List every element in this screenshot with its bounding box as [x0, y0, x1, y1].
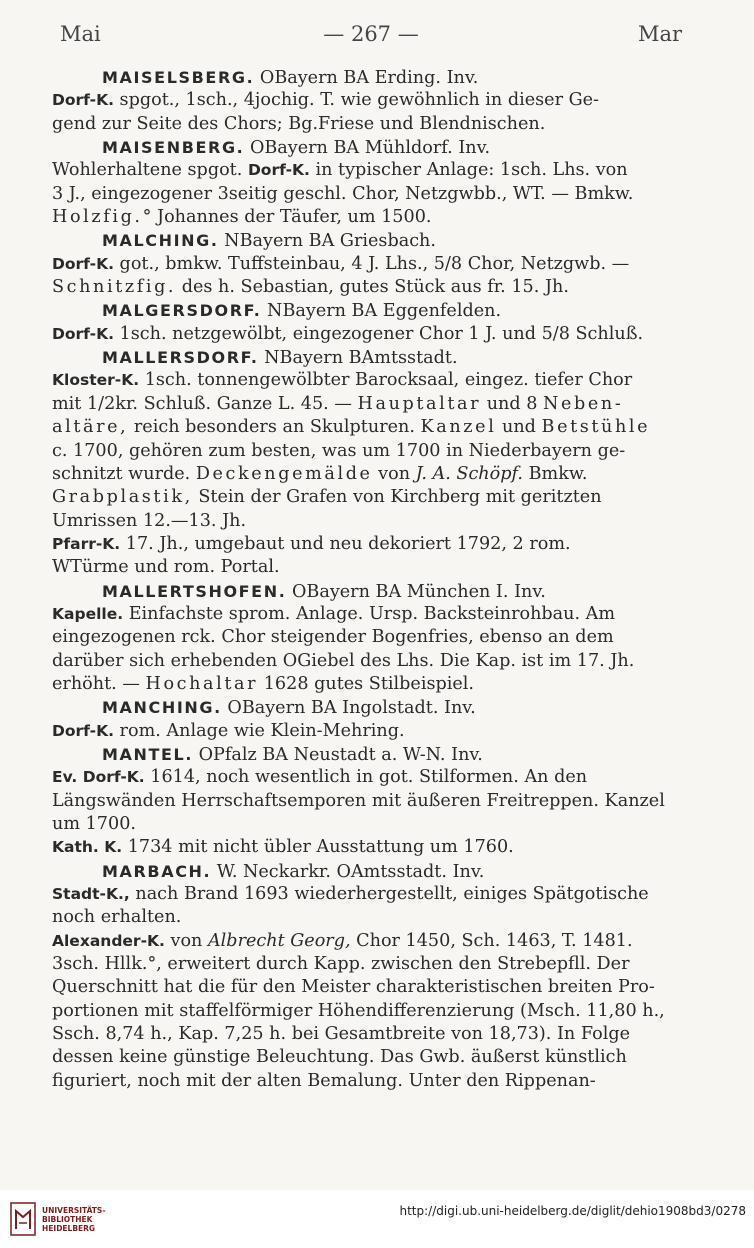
- text-span: OBayern BA Ingolstadt. Inv.: [221, 698, 476, 719]
- text-line: [52, 486, 681, 509]
- text-line: [52, 883, 681, 906]
- text-line: [52, 183, 681, 206]
- library-name: [42, 1206, 105, 1233]
- text-line: [52, 323, 681, 346]
- text-span: Hochaltar: [145, 673, 259, 694]
- text-line: [52, 440, 681, 463]
- text-line: [52, 253, 681, 276]
- place-name: MARBACH.: [102, 861, 212, 881]
- text-span: reich besonders an Skulpturen.: [128, 417, 421, 438]
- header-left: Mai: [60, 22, 101, 46]
- text-line: [52, 393, 681, 416]
- page-number: — 267 —: [323, 22, 419, 46]
- text-span: NBayern BAmtsstadt.: [258, 348, 458, 369]
- building-label: Dorf-K.: [52, 324, 114, 343]
- text-span: W. Neckarkr. OAmtsstadt. Inv.: [211, 861, 485, 882]
- text-span: Holzfig.: [52, 207, 143, 228]
- building-label: Kapelle.: [52, 604, 124, 623]
- text-span: portionen mit staffelförmiger Höhendifferenzierung (Msch. 11,80 h.,: [52, 1000, 665, 1021]
- building-label: Kloster-K.: [52, 371, 140, 390]
- text-span: OPfalz BA Neustadt a. W-N. Inv.: [193, 744, 483, 765]
- text-span: Kanzel: [420, 417, 497, 438]
- text-span: noch erhalten.: [52, 907, 182, 928]
- text-line: [52, 533, 681, 556]
- running-header: [60, 22, 682, 52]
- text-line: [52, 650, 681, 673]
- text-span: Grabplastik,: [52, 487, 193, 508]
- text-span: Ssch. 8,74 h., Kap. 7,25 h. bei Gesamtbreite von 18,73). In Folge: [52, 1024, 630, 1045]
- text-span: got., bmkw. Tuffsteinbau, 4 J. Lhs., 5/8 Chor, Netzgwb. —: [113, 253, 630, 274]
- text-span: Deckengemälde: [195, 463, 373, 484]
- text-span: des h. Sebastian, gutes Stück aus fr. 15. Jh.: [176, 277, 569, 298]
- text-span: Betstühle: [541, 417, 651, 438]
- text-span: Neben-: [543, 393, 624, 414]
- text-span: von: [372, 463, 416, 484]
- entry-heading-line: [52, 696, 681, 719]
- text-line: [52, 930, 681, 953]
- library-name-line: BIBLIOTHEK: [42, 1214, 93, 1224]
- text-line: [52, 1023, 681, 1046]
- text-span: figuriert, noch mit der alten Bemalung. Unter den Rippenan-: [52, 1070, 596, 1091]
- text-span: 1sch. tonnengewölbter Barocksaal, eingez. tiefer Chor: [139, 370, 633, 391]
- header-right: Mar: [637, 22, 682, 46]
- building-label: Dorf-K.: [52, 721, 114, 740]
- text-line: [52, 813, 681, 836]
- text-line: [52, 463, 681, 486]
- text-span: spgot., 1sch., 4jochig. T. wie gewöhnlich in dieser Ge-: [113, 90, 599, 111]
- text-span: J. A. Schöpf.: [415, 463, 523, 484]
- building-label: Kath. K.: [52, 838, 123, 857]
- text-span: Chor 1450, Sch. 1463, T. 1481.: [350, 930, 633, 951]
- building-label: Dorf-K.: [52, 254, 114, 273]
- text-span: eingezogenen rck. Chor steigender Bogenfries, ebenso an dem: [52, 627, 614, 648]
- text-span: rom. Anlage wie Klein-Mehring.: [113, 720, 405, 741]
- text-line: [52, 1000, 681, 1023]
- text-line: [52, 159, 681, 182]
- entry-heading-line: [52, 66, 681, 89]
- text-span: gend zur Seite des Chors; Bg.Friese und Blendnischen.: [52, 113, 546, 134]
- body-text: [52, 66, 681, 1093]
- text-line: [52, 720, 681, 743]
- text-span: 1628 gutes Stilbeispiel.: [258, 673, 475, 694]
- text-line: [52, 89, 681, 112]
- text-line: [52, 953, 681, 976]
- text-span: schnitzt wurde.: [52, 463, 196, 484]
- place-name: MAISENBERG.: [102, 138, 245, 158]
- text-line: [52, 906, 681, 929]
- text-span: 1734 mit nicht übler Ausstattung um 1760.: [122, 837, 514, 858]
- text-span: mit 1/2kr. Schluß. Ganze L. 45. —: [52, 393, 358, 414]
- building-label: Dorf-K.: [247, 161, 310, 180]
- text-span: und 8: [481, 393, 544, 414]
- text-line: [52, 836, 681, 859]
- text-line: [52, 626, 681, 649]
- building-label: Pfarr-K.: [52, 534, 121, 553]
- text-span: Querschnitt hat die für den Meister charakteristischen breiten Pro-: [52, 977, 655, 998]
- building-label: Alexander-K.: [52, 931, 165, 950]
- text-span: 3sch. Hllk.°, erweitert durch Kapp. zwischen den Strebepfll. Der: [52, 954, 630, 975]
- place-name: MALGERSDORF.: [102, 301, 262, 321]
- text-line: [52, 673, 681, 696]
- text-line: [52, 276, 681, 299]
- entry-heading-line: [52, 743, 681, 766]
- place-name: MALLERSDORF.: [102, 348, 259, 368]
- text-span: Umrissen 12.—13. Jh.: [52, 510, 247, 531]
- text-span: c. 1700, gehören zum besten, was um 1700 in Niederbayern ge-: [52, 440, 626, 461]
- text-span: nach Brand 1693 wiederhergestellt, einiges Spätgotische: [129, 884, 649, 905]
- entry-heading-line: [52, 229, 681, 252]
- text-span: Einfachste sprom. Anlage. Ursp. Backsteinrohbau. Am: [123, 603, 616, 624]
- place-name: MALLERTSHOFEN.: [102, 581, 287, 601]
- text-line: [52, 206, 681, 229]
- text-span: OBayern BA Erding. Inv.: [254, 68, 479, 88]
- text-line: [52, 1046, 681, 1069]
- text-line: [52, 113, 681, 136]
- building-label: Dorf-K.: [52, 91, 114, 110]
- text-span: NBayern BA Eggenfelden.: [261, 301, 502, 322]
- text-span: in typischer Anlage: 1sch. Lhs. von: [309, 160, 628, 181]
- text-line: [52, 603, 681, 626]
- text-span: Albrecht Georg,: [207, 930, 351, 951]
- text-span: 17. Jh., umgebaut und neu dekoriert 1792, 2 rom.: [120, 533, 571, 554]
- place-name: MALCHING.: [102, 231, 219, 251]
- text-span: Längswänden Herrschaftsemporen mit äußeren Freitreppen. Kanzel: [52, 790, 665, 811]
- place-name: MAISELSBERG.: [102, 68, 255, 87]
- text-line: [52, 790, 681, 813]
- text-span: darüber sich erhebenden OGiebel des Lhs. Die Kap. ist im 17. Jh.: [52, 650, 635, 671]
- text-span: ° Johannes der Täufer, um 1500.: [142, 207, 432, 228]
- text-line: [52, 1070, 681, 1093]
- place-name: MANCHING.: [102, 698, 222, 718]
- text-span: 3 J., eingezogener 3seitig geschl. Chor, Netzgwbb., WT. — Bmkw.: [52, 183, 634, 204]
- text-line: [52, 369, 681, 392]
- text-span: NBayern BA Griesbach.: [218, 231, 436, 252]
- entry-heading-line: [52, 860, 681, 883]
- text-line: [52, 766, 681, 789]
- text-line: [52, 510, 681, 533]
- text-span: 1sch. netzgewölbt, eingezogener Chor 1 J. und 5/8 Schluß.: [113, 323, 644, 344]
- building-label: Ev. Dorf-K.: [52, 768, 145, 787]
- building-label: Stadt-K.,: [52, 885, 130, 904]
- text-span: Schnitzfig.: [52, 277, 177, 298]
- text-span: dessen keine günstige Beleuchtung. Das Gwb. äußerst künstlich: [52, 1047, 627, 1068]
- entry-heading-line: [52, 136, 681, 159]
- text-span: Wohlerhaltene spgot.: [52, 160, 248, 181]
- text-span: erhöht. —: [52, 673, 146, 694]
- text-span: von: [164, 930, 208, 951]
- entry-heading-line: [52, 299, 681, 322]
- footer-bar: [0, 1190, 754, 1248]
- permalink-url[interactable]: http://digi.ub.uni-heidelberg.de/diglit/dehio1908bd3/0278: [399, 1204, 746, 1218]
- text-span: Stein der Grafen von Kirchberg mit geritzten: [192, 487, 602, 508]
- text-line: [52, 976, 681, 999]
- text-span: OBayern BA Mühldorf. Inv.: [244, 138, 491, 159]
- library-name-line: HEIDELBERG: [42, 1223, 96, 1233]
- text-span: und: [496, 417, 542, 438]
- place-name: MANTEL.: [102, 744, 194, 764]
- text-span: WTürme und rom. Portal.: [52, 557, 280, 578]
- text-span: um 1700.: [52, 814, 136, 834]
- entry-heading-line: [52, 346, 681, 369]
- text-line: [52, 416, 681, 439]
- library-logo-icon: [10, 1202, 36, 1236]
- text-span: 1614, noch wesentlich in got. Stilformen. An den: [144, 767, 588, 788]
- library-name-line: UNIVERSITÄTS-: [42, 1205, 106, 1215]
- text-span: altäre,: [52, 417, 129, 438]
- entry-heading-line: [52, 580, 681, 603]
- text-span: Bmkw.: [522, 463, 588, 484]
- text-span: Hauptaltar: [357, 393, 482, 414]
- library-logo[interactable]: [10, 1202, 105, 1236]
- text-span: OBayern BA München I. Inv.: [286, 581, 546, 602]
- text-line: [52, 556, 681, 579]
